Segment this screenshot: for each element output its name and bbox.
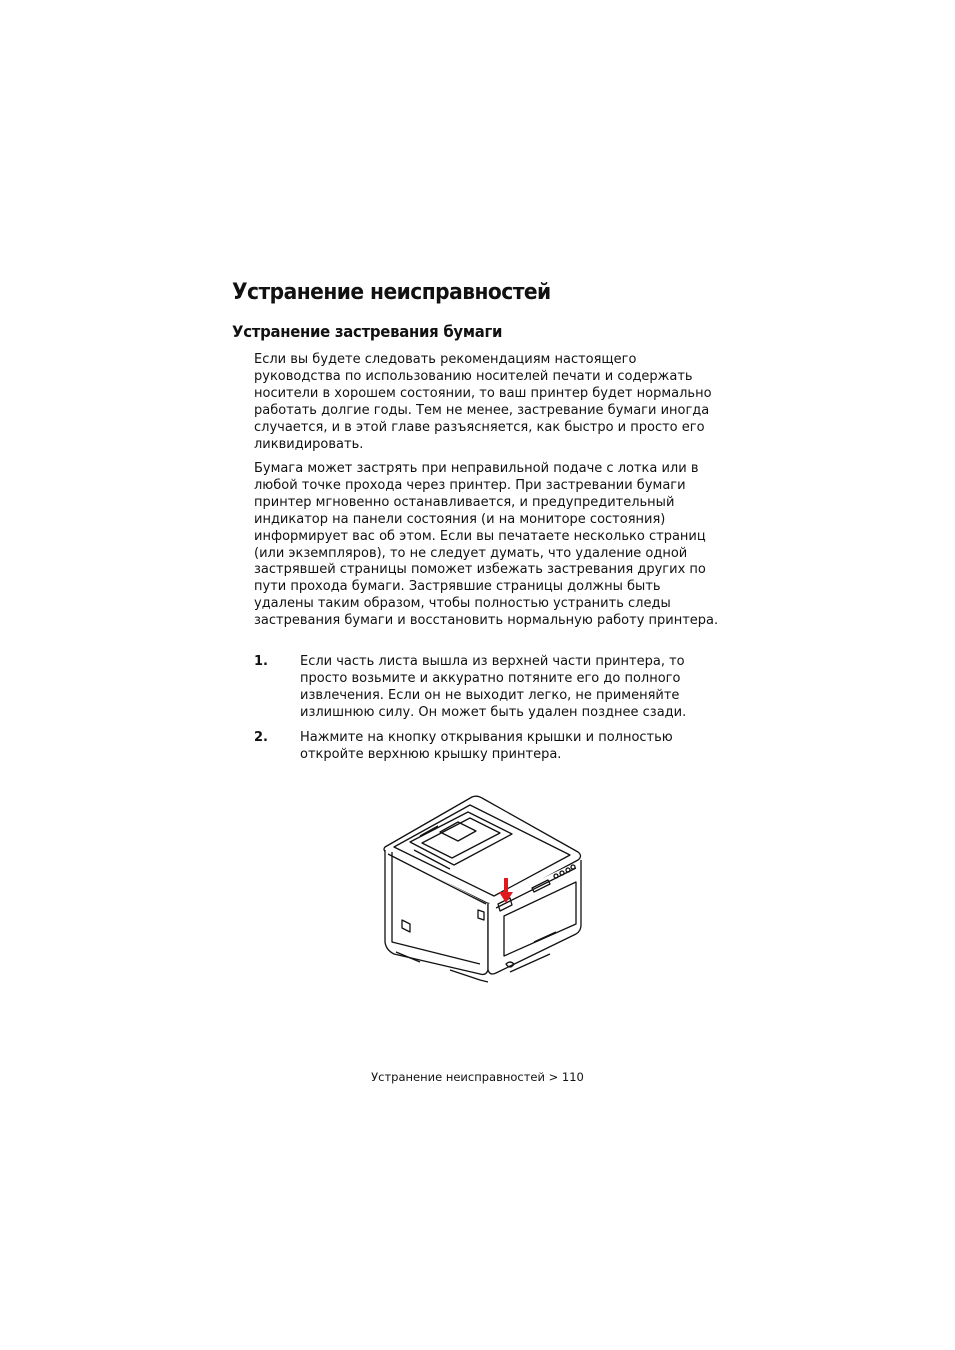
- intro-paragraph: Если вы будете следовать рекомендациям настоящего руководства по использованию носителей печати и содержать носители в хорошем состоянии, то ваш принтер будет нормально работать долгие годы. Тем не менее, застревание бумаги иногда случается, и в этой главе разъясняется, как быстро и просто его ликвидировать.: [254, 352, 712, 452]
- printer-illustration: [380, 792, 586, 992]
- step-text: Если часть листа вышла из верхней части принтера, то просто возьмите и аккуратно потяните его до полного извлечения. Если он не выходит легко, не применяйте излишнюю силу. Он может быть удален позднее сзади.: [300, 654, 687, 720]
- jam-description-paragraph: Бумага может застрять при неправильной подаче с лотка или в любой точке прохода через принтер. При застревании бумаги принтер мгновенно останавливается, и предупредительный индикатор на панели состояния (и на мониторе состояния) информирует вас об этом. Если вы печатаете несколько страниц (или экземпляров), то не следует думать, что удаление одной застрявшей страницы поможет избежать застревания других по пути прохода бумаги. Застрявшие страницы должны быть удалены таким образом, чтобы полностью устранить следы застревания бумаги и восстановить нормальную работу принтера.: [254, 461, 719, 629]
- section-heading: Устранение застревания бумаги: [232, 322, 503, 341]
- page-footer: Устранение неисправностей > 110: [371, 1070, 584, 1084]
- step-number: 2.: [254, 730, 268, 745]
- step-text: Нажмите на кнопку открывания крышки и полностью откройте верхнюю крышку принтера.: [300, 730, 673, 762]
- page-title: Устранение неисправностей: [232, 280, 551, 305]
- step-number: 1.: [254, 654, 268, 669]
